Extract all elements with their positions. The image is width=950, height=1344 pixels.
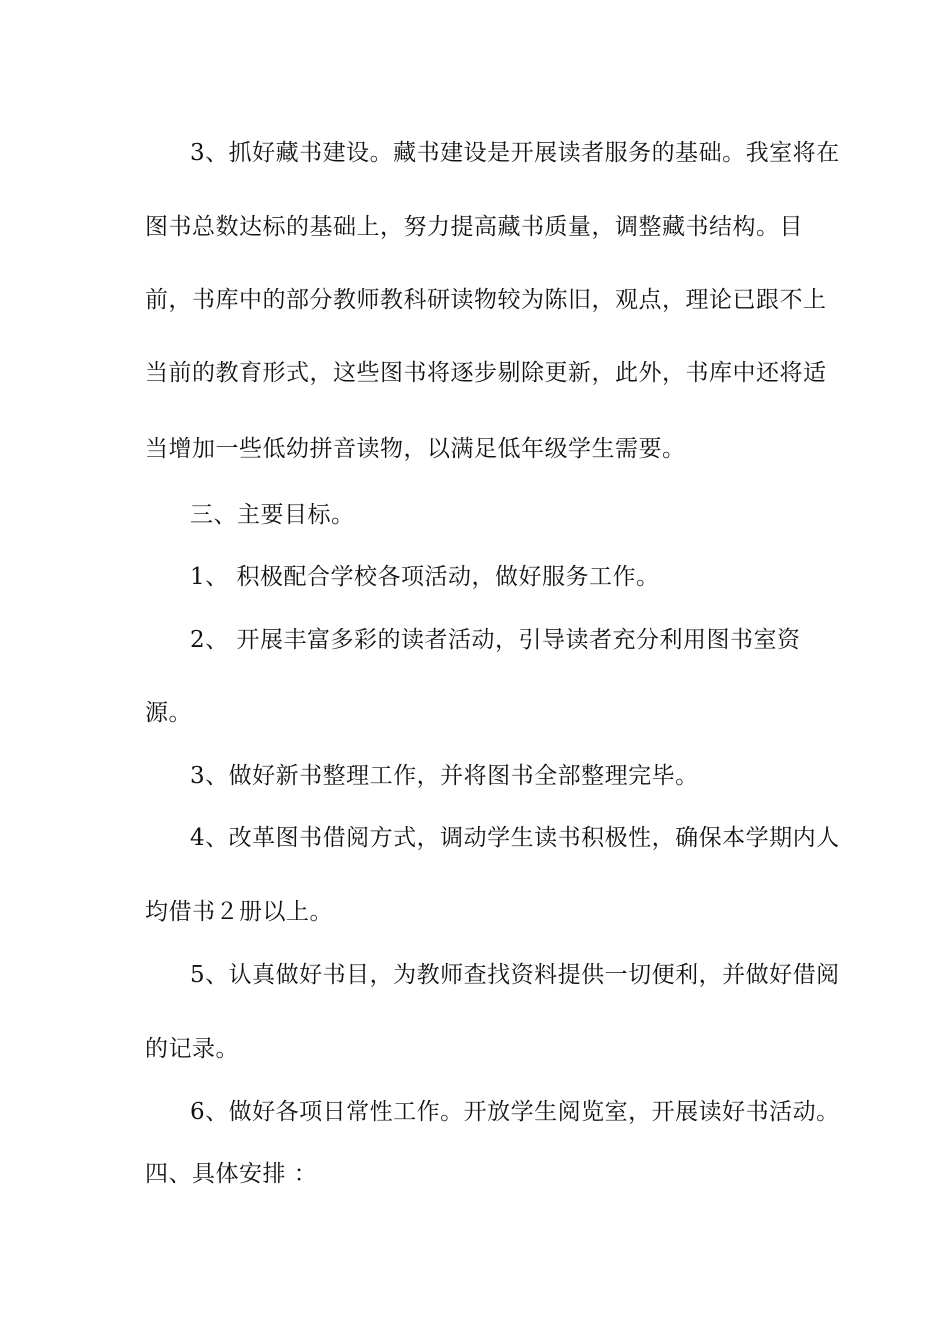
text-line: 前，书库中的部分教师教科研读物较为陈旧，观点，理论已跟不上	[145, 287, 827, 313]
text-line: 均借书２册以上。	[145, 899, 333, 925]
text-line: 图书总数达标的基础上，努力提高藏书质量，调整藏书结构。目	[145, 214, 803, 240]
text-line: 1、 积极配合学校各项活动，做好服务工作。	[190, 564, 660, 590]
text-line: 当增加一些低幼拼音读物，以满足低年级学生需要。	[145, 436, 686, 462]
text-line: 4、改革图书借阅方式，调动学生读书积极性，确保本学期内人	[190, 825, 840, 851]
text-line: 源。	[145, 700, 192, 726]
text-line: 2、 开展丰富多彩的读者活动，引导读者充分利用图书室资	[190, 627, 801, 653]
text-line: 6、做好各项日常性工作。开放学生阅览室，开展读好书活动。	[190, 1099, 840, 1125]
section-heading: 三、主要目标。	[190, 502, 355, 528]
text-line: 3、抓好藏书建设。藏书建设是开展读者服务的基础。我室将在	[190, 140, 840, 166]
text-line: 3、做好新书整理工作，并将图书全部整理完毕。	[190, 763, 699, 789]
text-line: 5、认真做好书目，为教师查找资料提供一切便利，并做好借阅	[190, 962, 840, 988]
text-line: 当前的教育形式，这些图书将逐步剔除更新，此外，书库中还将适	[145, 360, 827, 386]
section-heading: 四、具体安排 ：	[145, 1161, 318, 1187]
text-line: 的记录。	[145, 1036, 239, 1062]
